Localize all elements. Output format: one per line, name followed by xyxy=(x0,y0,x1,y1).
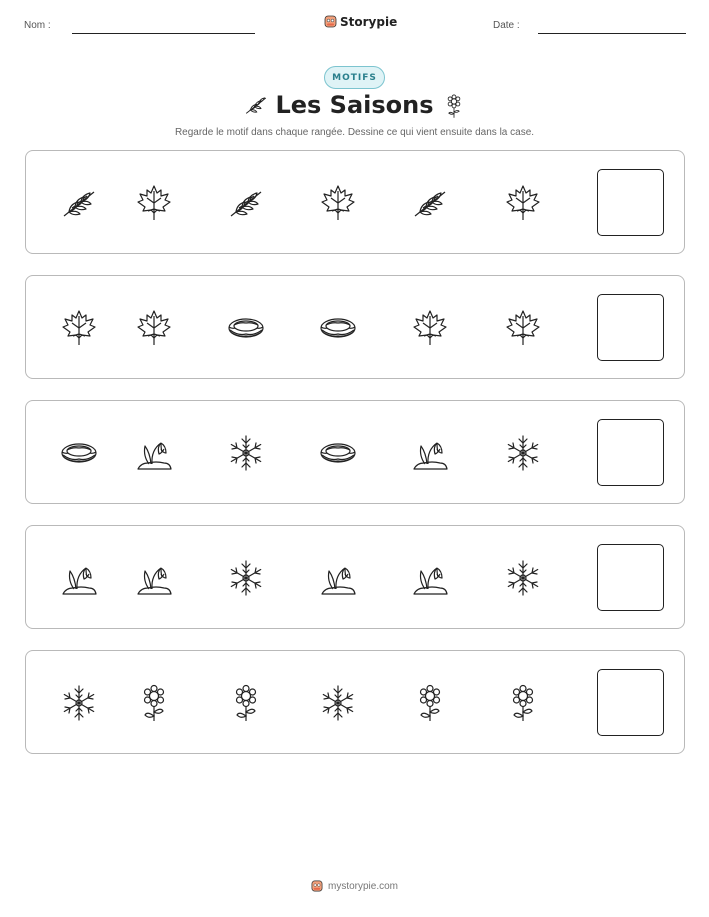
maple-leaf-icon xyxy=(318,183,358,223)
name-line[interactable] xyxy=(72,33,255,34)
sunflower-icon xyxy=(503,683,543,723)
nest-icon xyxy=(318,308,358,348)
snowflake-icon xyxy=(503,558,543,598)
pattern-row xyxy=(25,150,685,254)
maple-leaf-icon xyxy=(410,308,450,348)
snowflake-icon xyxy=(226,558,266,598)
storypie-mascot-icon xyxy=(324,14,337,29)
answer-box[interactable] xyxy=(597,669,664,736)
pattern-row xyxy=(25,400,685,504)
brand-name: Storypie xyxy=(340,14,398,29)
answer-box[interactable] xyxy=(597,169,664,236)
sunflower-icon xyxy=(226,683,266,723)
snowdrop-icon xyxy=(134,433,174,473)
pattern-row xyxy=(25,525,685,629)
snowdrop-icon xyxy=(59,558,99,598)
instruction-text: Regarde le motif dans chaque rangée. Dessine ce qui vient ensuite dans la case. xyxy=(174,127,535,138)
snowdrop-icon xyxy=(410,433,450,473)
leaves-icon xyxy=(59,183,99,223)
pattern-row xyxy=(25,650,685,754)
nest-icon xyxy=(318,433,358,473)
motifs-badge: MOTIFS xyxy=(324,66,385,89)
storypie-mascot-icon xyxy=(311,879,323,893)
nest-icon xyxy=(226,308,266,348)
maple-leaf-icon xyxy=(134,308,174,348)
snowdrop-icon xyxy=(134,558,174,598)
maple-leaf-icon xyxy=(503,183,543,223)
answer-box[interactable] xyxy=(597,544,664,611)
answer-box[interactable] xyxy=(597,419,664,486)
snowdrop-icon xyxy=(410,558,450,598)
nest-icon xyxy=(59,433,99,473)
footer xyxy=(0,879,709,893)
sunflower-icon xyxy=(441,91,467,125)
footer-site[interactable]: mystorypie.com xyxy=(327,880,398,892)
answer-box[interactable] xyxy=(597,294,664,361)
snowdrop-icon xyxy=(318,558,358,598)
date-label: Date : xyxy=(493,20,520,31)
maple-leaf-icon xyxy=(59,308,99,348)
sunflower-icon xyxy=(134,683,174,723)
pattern-row xyxy=(25,275,685,379)
leaves-icon xyxy=(410,183,450,223)
maple-leaf-icon xyxy=(134,183,174,223)
date-line[interactable] xyxy=(538,33,686,34)
maple-leaf-icon xyxy=(503,308,543,348)
snowflake-icon xyxy=(318,683,358,723)
sunflower-icon xyxy=(410,683,450,723)
leaves-icon xyxy=(226,183,266,223)
snowflake-icon xyxy=(503,433,543,473)
brand-logo xyxy=(324,14,397,29)
worksheet-title: Les Saisons xyxy=(275,91,434,119)
snowflake-icon xyxy=(59,683,99,723)
name-label: Nom : xyxy=(24,20,51,31)
snowflake-icon xyxy=(226,433,266,473)
